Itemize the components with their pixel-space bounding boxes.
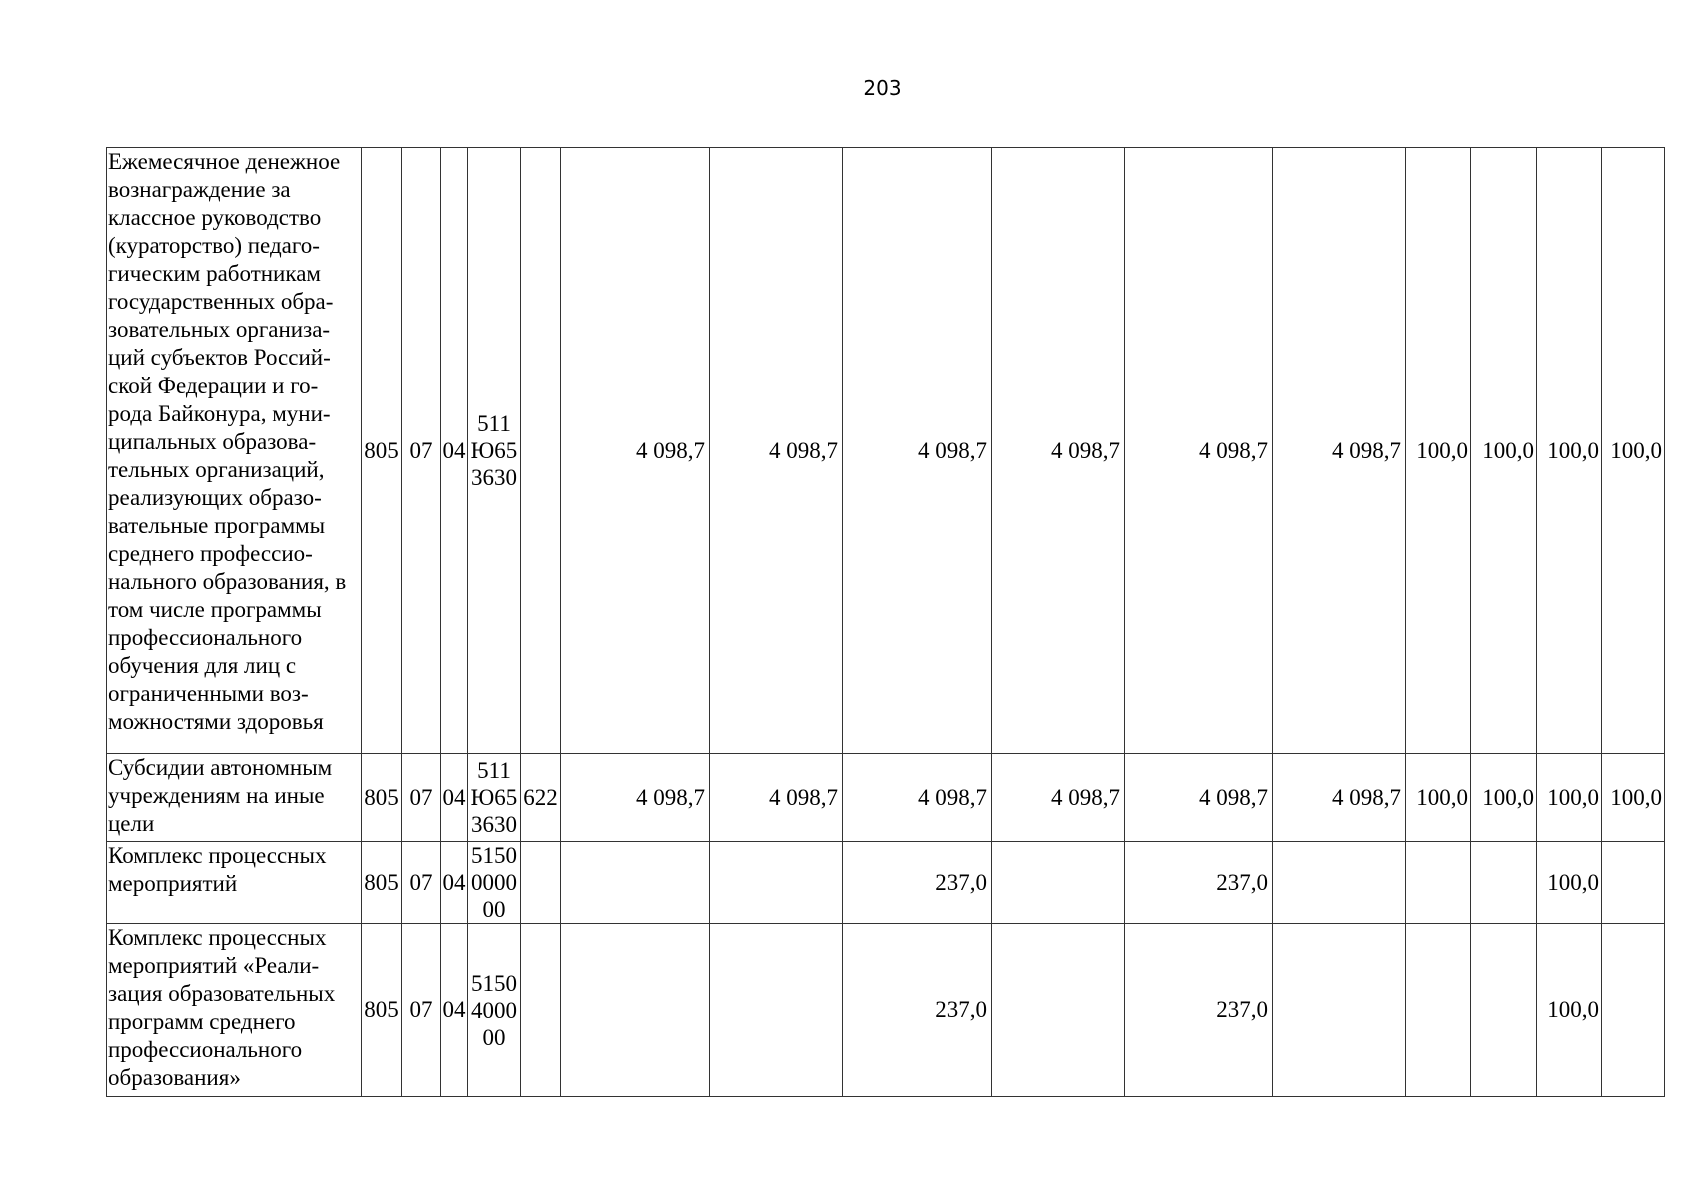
- expense-type-code: [521, 924, 561, 1097]
- expense-type-code: [521, 148, 561, 754]
- amount-cell: 237,0: [843, 842, 992, 924]
- ministry-code: 805: [362, 924, 402, 1097]
- subsection-code: 04: [441, 754, 468, 842]
- amount-cell: 237,0: [1125, 842, 1273, 924]
- amount-cell: 4 098,7: [992, 754, 1125, 842]
- page-number: 203: [863, 76, 902, 100]
- percent-cell: [1602, 924, 1665, 1097]
- row-name: Субсидии автономным учреждениям на иные цели: [107, 754, 362, 842]
- amount-cell: [561, 842, 710, 924]
- subsection-code: 04: [441, 148, 468, 754]
- percent-cell: 100,0: [1602, 148, 1665, 754]
- row-name: Комплекс процессных мероприятий: [107, 842, 362, 924]
- percent-cell: 100,0: [1602, 754, 1665, 842]
- amount-cell: 237,0: [1125, 924, 1273, 1097]
- amount-cell: [1273, 924, 1406, 1097]
- target-code-part: 4000: [471, 997, 517, 1023]
- target-code-part: 3630: [471, 812, 517, 837]
- subsection-code: 04: [441, 842, 468, 924]
- subsection-code: 04: [441, 924, 468, 1097]
- amount-cell: [992, 842, 1125, 924]
- table-row: [107, 842, 1665, 924]
- target-code-part: 3630: [471, 465, 517, 490]
- percent-cell: [1471, 842, 1537, 924]
- target-article-code: [468, 842, 521, 924]
- budget-table: [106, 147, 1665, 1097]
- amount-cell: [561, 924, 710, 1097]
- target-code-part: 5150: [471, 970, 517, 996]
- amount-cell: 4 098,7: [561, 754, 710, 842]
- expense-type-code: 622: [521, 754, 561, 842]
- amount-cell: 4 098,7: [843, 754, 992, 842]
- section-code: 07: [402, 148, 441, 754]
- ministry-code: 805: [362, 754, 402, 842]
- percent-cell: 100,0: [1537, 754, 1602, 842]
- percent-cell: 100,0: [1406, 754, 1471, 842]
- amount-cell: 4 098,7: [992, 148, 1125, 754]
- amount-cell: 4 098,7: [561, 148, 710, 754]
- target-article-code: [468, 754, 521, 842]
- section-code: 07: [402, 842, 441, 924]
- expense-type-code: [521, 842, 561, 924]
- amount-cell: 237,0: [843, 924, 992, 1097]
- percent-cell: 100,0: [1537, 842, 1602, 924]
- target-code-part: Ю65: [470, 785, 518, 810]
- percent-cell: 100,0: [1537, 148, 1602, 754]
- amount-cell: 4 098,7: [710, 754, 843, 842]
- percent-cell: [1471, 924, 1537, 1097]
- amount-cell: 4 098,7: [1125, 148, 1273, 754]
- amount-cell: 4 098,7: [1273, 148, 1406, 754]
- amount-cell: 4 098,7: [843, 148, 992, 754]
- section-code: 07: [402, 924, 441, 1097]
- section-code: 07: [402, 754, 441, 842]
- amount-cell: 4 098,7: [1273, 754, 1406, 842]
- percent-cell: 100,0: [1471, 754, 1537, 842]
- ministry-code: 805: [362, 842, 402, 924]
- target-code-part: 511: [477, 411, 511, 436]
- target-article-code: [468, 924, 521, 1097]
- percent-cell: [1406, 842, 1471, 924]
- table-row: [107, 924, 1665, 1097]
- target-code-part: Ю65: [470, 438, 518, 463]
- amount-cell: [710, 924, 843, 1097]
- row-name: Ежемесячное денежное вознаграждение за классное руководство (кураторство) педаго-гическим работникам государственных обра-зовательных организа-ций субъектов Россий-ской Федерации и го-рода Байконура, муни-ципальных образова-тельных организаций, реализующих образо-вательные программы среднего профессио-нального образования, в том числе программы профессионального обучения для лиц с ограниченными воз-можностями здоровья: [107, 148, 362, 754]
- row-name: Комплекс процессных мероприятий «Реали-зация образовательных программ среднего профессионального образования»: [107, 924, 362, 1097]
- table-row: [107, 754, 1665, 842]
- target-code-part: 5150: [471, 843, 517, 868]
- ministry-code: 805: [362, 148, 402, 754]
- target-code-part: 00: [482, 1024, 506, 1050]
- amount-cell: 4 098,7: [1125, 754, 1273, 842]
- percent-cell: 100,0: [1537, 924, 1602, 1097]
- amount-cell: [992, 924, 1125, 1097]
- target-code-part: 511: [477, 758, 511, 783]
- percent-cell: 100,0: [1406, 148, 1471, 754]
- amount-cell: 4 098,7: [710, 148, 843, 754]
- table-row: [107, 148, 1665, 754]
- percent-cell: 100,0: [1471, 148, 1537, 754]
- percent-cell: [1602, 842, 1665, 924]
- target-code-part: 00: [482, 897, 506, 922]
- percent-cell: [1406, 924, 1471, 1097]
- amount-cell: [710, 842, 843, 924]
- target-article-code: [468, 148, 521, 754]
- amount-cell: [1273, 842, 1406, 924]
- target-code-part: 0000: [471, 870, 517, 895]
